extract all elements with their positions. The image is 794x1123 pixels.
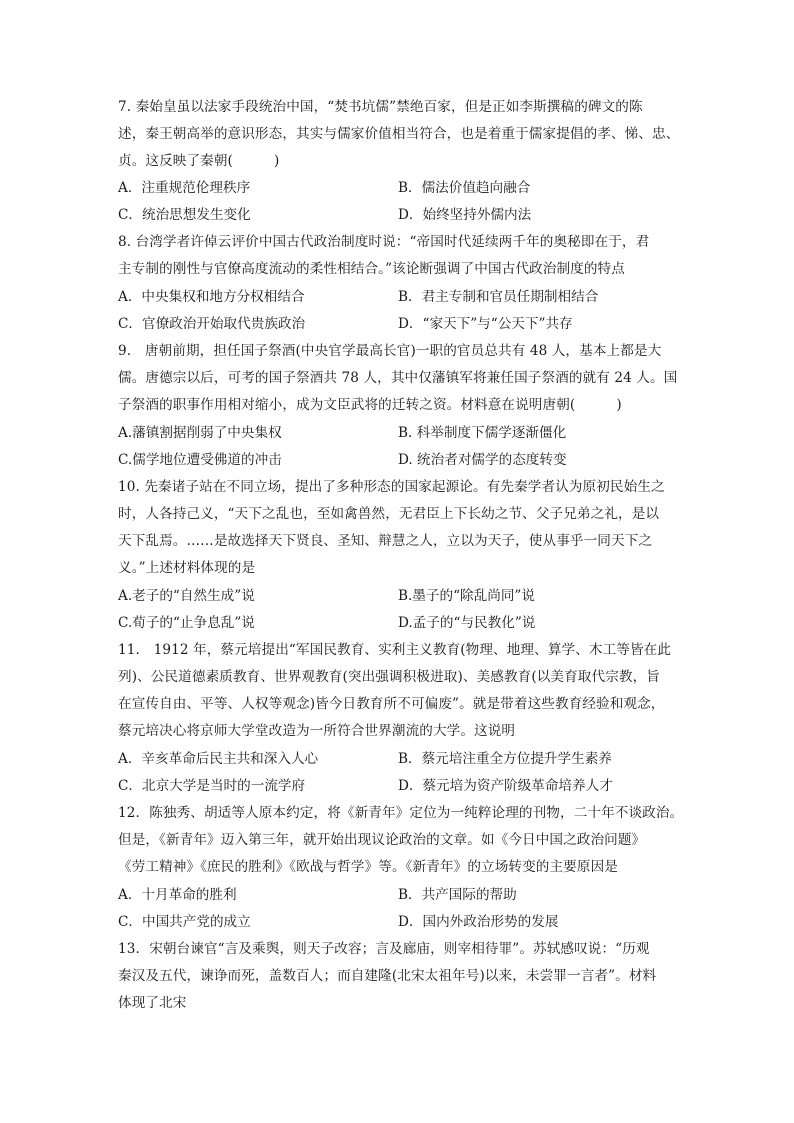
question-9-line-1: 9. 唐朝前期，担任国子祭酒(中央官学最高长官)一职的官员总共有 48 人，基本上都是大 (118, 343, 662, 359)
question-9-option-d: D. 统治者对儒学的态度转变 (398, 452, 567, 468)
question-9-option-b: B. 科举制度下儒学逐渐僵化 (398, 425, 567, 441)
question-10-option-b: B.墨子的“除乱尚同”说 (398, 588, 535, 604)
question-11-line-1: 11. 1912 年，蔡元培提出“军国民教育、实利主义教育(物理、地理、算学、木工等皆在此 (118, 642, 672, 658)
question-7-option-b: B．儒法价值趋向融合 (398, 180, 531, 196)
question-11-option-c: C．北京大学是当时的一流学府 (118, 778, 306, 794)
question-10-line-1: 10. 先秦诸子站在不同立场，提出了多种形态的国家起源论。有先秦学者认为原初民始生之 (118, 479, 665, 495)
question-11-line-2: 列)、公民道德素质教育、世界观教育(突出强调积极进取)、美感教育(以美育取代宗教，旨 (118, 669, 660, 685)
question-11-option-a: A．辛亥革命后民主共和深入人心 (118, 751, 319, 767)
question-11-option-b: B．蔡元培注重全方位提升学生素养 (398, 751, 612, 767)
question-13-line-1: 13．宋朝台谏官“言及乘舆，则天子改容；言及廊庙，则宰相待罪”。苏轼感叹说：“历观 (118, 941, 650, 957)
question-10-option-c: C.荀子的“止争息乱”说 (118, 615, 255, 631)
question-10-option-a: A.老子的“自然生成”说 (118, 588, 255, 604)
question-8-line-1: 8. 台湾学者许倬云评价中国古代政治制度时说：“帝国时代延续两千年的奥秘即在于，君 (118, 234, 650, 250)
question-9-line-2: 儒。唐德宗以后，可考的国子祭酒共 78 人，其中仅藩镇军将兼任国子祭酒的就有 24 人。国 (118, 370, 678, 386)
question-7-line-1: 7. 秦始皇虽以法家手段统治中国，“焚书坑儒”禁绝百家，但是正如李斯撰稿的碑文的陈 (118, 99, 643, 115)
question-7-option-a: A．注重规范伦理秩序 (118, 180, 251, 196)
question-13-line-2: 秦汉及五代，谏诤而死，盖数百人；而自建隆(北宋太祖年号)以来，未尝罪一言者”。材料 (118, 968, 657, 984)
question-10-option-d: D.孟子的“与民教化”说 (398, 615, 536, 631)
question-12-line-1: 12．陈独秀、胡适等人原本约定，将《新青年》定位为一纯粹论理的刊物，二十年不谈政治。 (118, 805, 684, 821)
question-12-option-a: A．十月革命的胜利 (118, 887, 237, 903)
question-10-line-4: 义。”上述材料体现的是 (118, 560, 256, 576)
question-12-option-b: B．共产国际的帮助 (398, 887, 517, 903)
question-8-line-2: 主专制的刚性与官僚高度流动的柔性相结合。”该论断强调了中国古代政治制度的特点 (118, 261, 625, 277)
question-11-option-d: D．蔡元培为资产阶级革命培养人才 (398, 778, 613, 794)
question-12-line-2: 但是，《新青年》迈入第三年，就开始出现议论政治的文章。如《今日中国之政治问题》 (118, 832, 646, 848)
question-9-line-3: 子祭酒的职事作用相对缩小，成为文臣武将的迁转之资。材料意在说明唐朝( ) (118, 397, 622, 413)
question-7-line-2: 述，秦王朝高举的意识形态，其实与儒家价值相当符合，也是着重于儒家提倡的孝、悌、忠、 (118, 126, 680, 142)
question-8-option-a: A．中央集权和地方分权相结合 (118, 289, 305, 305)
question-7-line-3: 贞。这反映了秦朝( ) (118, 153, 280, 169)
question-12-option-d: D．国内外政治形势的发展 (398, 914, 559, 930)
question-12-line-3: 《劳工精神》《庶民的胜利》《欧战与哲学》等。《新青年》的立场转变的主要原因是 (118, 859, 618, 875)
question-8-option-c: C．官僚政治开始取代贵族政治 (118, 316, 306, 332)
question-10-line-3: 天下乱焉。……是故选择天下贤良、圣知、辩慧之人，立以为天子，使从事乎一同天下之 (118, 533, 653, 549)
question-7-option-c: C．统治思想发生变化 (118, 207, 251, 223)
question-11-line-3: 在宣传自由、平等、人权等观念)皆今日教育所不可偏废”。就是带着这些教育经验和观念， (118, 696, 665, 712)
question-8-option-b: B．君主专制和官员任期制相结合 (398, 289, 599, 305)
question-7-option-d: D．始终坚持外儒内法 (398, 207, 532, 223)
question-11-line-4: 蔡元培决心将京师大学堂改造为一所符合世界潮流的大学。这说明 (118, 723, 516, 739)
question-13-line-3: 体现了北宋 (118, 995, 187, 1011)
question-8-option-d: D．“家天下”与“公天下”共存 (398, 316, 573, 332)
question-9-option-c: C.儒学地位遭受佛道的冲击 (118, 452, 282, 468)
question-9-option-a: A.藩镇割据削弱了中央集权 (118, 425, 282, 441)
question-12-option-c: C．中国共产党的成立 (118, 914, 251, 930)
question-10-line-2: 时，人各持己义，“天下之乱也，至如禽兽然，无君臣上下长幼之节、父子兄弟之礼，是以 (118, 506, 660, 522)
